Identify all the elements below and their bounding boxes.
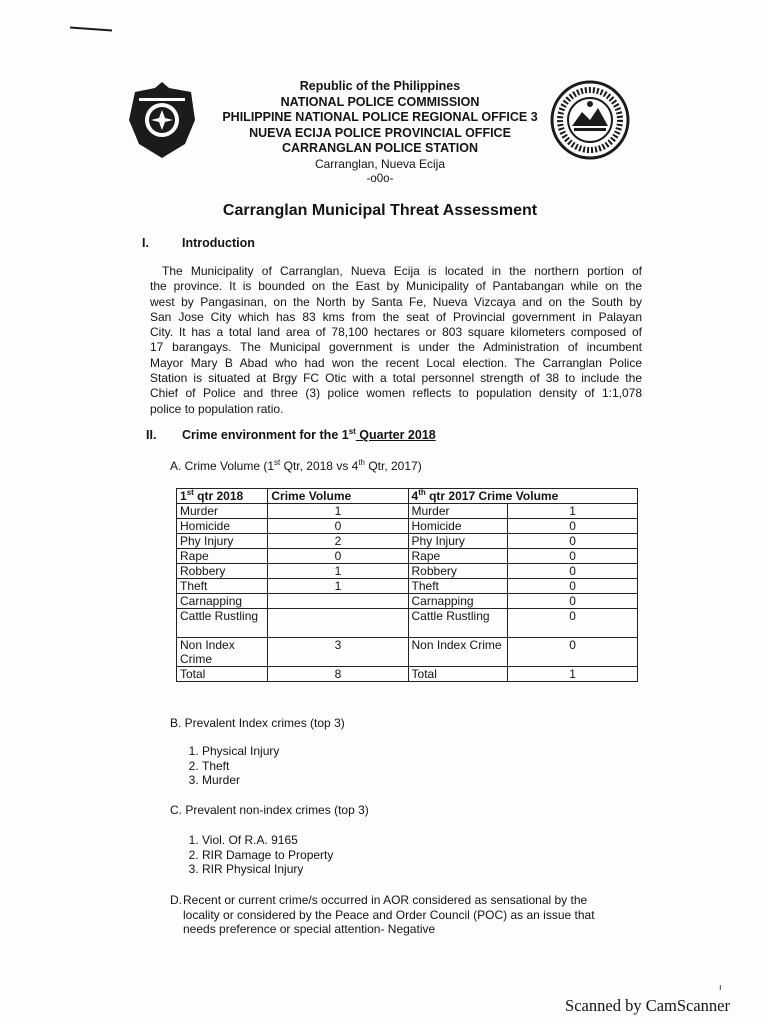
q1-2018-value-cell: 0 — [268, 549, 408, 564]
crime-cell-2017: Non Index Crime — [408, 638, 508, 667]
crime-cell: Rape — [177, 549, 268, 564]
header-text: 4 — [411, 489, 419, 503]
header-regional-office: PHILIPPINE NATIONAL POLICE REGIONAL OFFICE 3 — [222, 110, 538, 124]
table-row — [177, 638, 638, 667]
section-2-heading-quarter: Quarter 2018 — [355, 428, 436, 442]
header-sup: st — [186, 488, 194, 497]
index-crimes-list — [182, 744, 279, 788]
header-q4-2017 — [408, 489, 637, 504]
list-item: 1. Viol. Of R.A. 9165 — [202, 833, 333, 848]
paragraph-line: west by Pangasinan, on the North by Santa Fe, Nueva Vizcaya and on the South by — [150, 294, 642, 309]
paragraph-line: City. It has a total land area of 78,100 hectares or 803 square kilometers composed of — [150, 325, 642, 340]
table-row — [177, 594, 638, 609]
crime-cell: Total — [177, 667, 268, 682]
crime-cell: Carnapping — [177, 594, 268, 609]
q4-2017-value-cell: 1 — [508, 667, 638, 682]
q4-2017-value-cell: 0 — [508, 534, 638, 549]
q4-2017-value-cell: 0 — [508, 594, 638, 609]
list-item: 3. Murder — [202, 773, 279, 788]
table-row — [177, 504, 638, 519]
scan-mark: ı — [719, 982, 722, 992]
crime-cell-2017: Theft — [408, 579, 508, 594]
letterhead — [200, 79, 560, 188]
header-q1-2018 — [177, 489, 268, 504]
crime-volume-table — [176, 488, 638, 682]
header-text: qtr 2017 Crime Volume — [425, 489, 559, 503]
paragraph-line: The Municipality of Carranglan, Nueva Ecija is located in the northern portion of — [162, 264, 642, 278]
table-row — [177, 609, 638, 638]
q4-2017-value-cell: 0 — [508, 549, 638, 564]
table-row — [177, 579, 638, 594]
crime-cell: Cattle Rustling — [177, 609, 268, 638]
section-2-heading-text: Crime environment for the 1 — [182, 428, 349, 442]
crime-cell-2017: Rape — [408, 549, 508, 564]
q1-2018-value-cell — [268, 609, 408, 638]
pen-stroke-mark — [70, 27, 112, 32]
q1-2018-value-cell: 0 — [268, 519, 408, 534]
paragraph-line: San Jose City which has 83 kms from the seat of Provincial government in Palayan — [150, 309, 642, 324]
sub-b-heading: B. Prevalent Index crimes (top 3) — [170, 716, 345, 730]
paragraph-line: needs preference or special attention- Negative — [183, 922, 436, 936]
paragraph-line: the province. It is bounded on the East by Municipality of Pantabangan while on the — [150, 279, 642, 294]
sub-a-sup: th — [358, 458, 365, 467]
paragraph-line: locality or considered by the Peace and Order Council (POC) as an issue that — [183, 907, 595, 922]
q4-2017-value-cell: 1 — [508, 504, 638, 519]
header-text: 1 — [180, 489, 187, 503]
introduction-paragraph — [150, 264, 642, 417]
paragraph-line: 17 barangays. The Municipal government is under the Administration of incumbent — [150, 340, 642, 355]
sub-a-heading — [170, 459, 422, 473]
document-title: Carranglan Municipal Threat Assessment — [222, 202, 538, 219]
section-2-heading — [182, 428, 436, 442]
q1-2018-value-cell — [268, 594, 408, 609]
q4-2017-value-cell: 0 — [508, 638, 638, 667]
crime-cell-2017: Total — [408, 667, 508, 682]
header-separator: -o0o- — [366, 173, 394, 185]
header-republic: Republic of the Philippines — [299, 79, 461, 93]
crime-cell: Murder — [177, 504, 268, 519]
crime-cell-2017: Murder — [408, 504, 508, 519]
header-crime-volume: Crime Volume — [268, 489, 408, 504]
q1-2018-value-cell: 1 — [268, 564, 408, 579]
header-napolcom: NATIONAL POLICE COMMISSION — [280, 94, 480, 109]
sub-d-paragraph — [183, 893, 655, 937]
camscanner-watermark: Scanned by CamScanner — [565, 996, 730, 1015]
carranglan-seal-icon — [550, 80, 630, 160]
crime-cell-2017: Carnapping — [408, 594, 508, 609]
sub-a-sup: st — [274, 458, 281, 467]
non-index-crimes-list — [182, 833, 333, 877]
header-sup: th — [418, 488, 426, 497]
section-1-heading: Introduction — [182, 236, 255, 250]
q1-2018-value-cell: 1 — [268, 579, 408, 594]
table-row — [177, 667, 638, 682]
q4-2017-value-cell: 0 — [508, 564, 638, 579]
crime-cell: Non Index Crime — [177, 638, 268, 667]
q4-2017-value-cell: 0 — [508, 579, 638, 594]
header-provincial-office: NUEVA ECIJA POLICE PROVINCIAL OFFICE — [249, 125, 511, 140]
paragraph-line: Station is situated at Brgy FC Otic with a total personnel strength of 38 to include the — [150, 371, 642, 386]
table-row — [177, 519, 638, 534]
crime-cell-2017: Robbery — [408, 564, 508, 579]
paragraph-line: police to population ratio. — [150, 401, 284, 416]
table-row — [177, 564, 638, 579]
paragraph-line: Recent or current crime/s occurred in AOR considered as sensational by the — [183, 893, 588, 907]
q1-2018-value-cell: 2 — [268, 534, 408, 549]
list-item: 2. RIR Damage to Property — [202, 848, 333, 863]
table-row — [177, 549, 638, 564]
paragraph-line: Mayor Mary B Abad who had won the recent Local election. The Carranglan Police — [150, 355, 642, 370]
q4-2017-value-cell: 0 — [508, 609, 638, 638]
section-2-heading-sup: st — [348, 426, 356, 436]
crime-cell: Phy Injury — [177, 534, 268, 549]
header-location: Carranglan, Nueva Ecija — [314, 156, 446, 171]
list-item: 3. RIR Physical Injury — [202, 862, 333, 877]
q1-2018-value-cell: 3 — [268, 638, 408, 667]
crime-cell: Homicide — [177, 519, 268, 534]
crime-cell-2017: Homicide — [408, 519, 508, 534]
paragraph-line: Chief of Police and three (3) police women reflects to population density of 1:1,078 — [150, 386, 642, 401]
sub-a-text: Qtr, 2017) — [365, 459, 422, 473]
sub-c-heading: C. Prevalent non-index crimes (top 3) — [170, 803, 369, 817]
section-2-number: II. — [146, 428, 157, 442]
q1-2018-value-cell: 8 — [268, 667, 408, 682]
crime-cell: Theft — [177, 579, 268, 594]
list-item: 2. Theft — [202, 759, 279, 774]
pnp-badge-icon — [125, 80, 200, 160]
crime-cell: Robbery — [177, 564, 268, 579]
header-police-station: CARRANGLAN POLICE STATION — [281, 141, 479, 155]
q4-2017-value-cell: 0 — [508, 519, 638, 534]
sub-a-text: A. Crime Volume (1 — [170, 459, 275, 473]
table-row — [177, 534, 638, 549]
list-item: 1. Physical Injury — [202, 744, 279, 759]
sub-a-text: Qtr, 2018 vs 4 — [280, 459, 359, 473]
table-header-row — [177, 489, 638, 504]
sub-d-prefix: D. — [170, 893, 182, 907]
header-text: qtr 2018 — [193, 489, 244, 503]
section-1-number: I. — [142, 236, 149, 250]
crime-cell-2017: Cattle Rustling — [408, 609, 508, 638]
crime-cell-2017: Phy Injury — [408, 534, 508, 549]
q1-2018-value-cell: 1 — [268, 504, 408, 519]
